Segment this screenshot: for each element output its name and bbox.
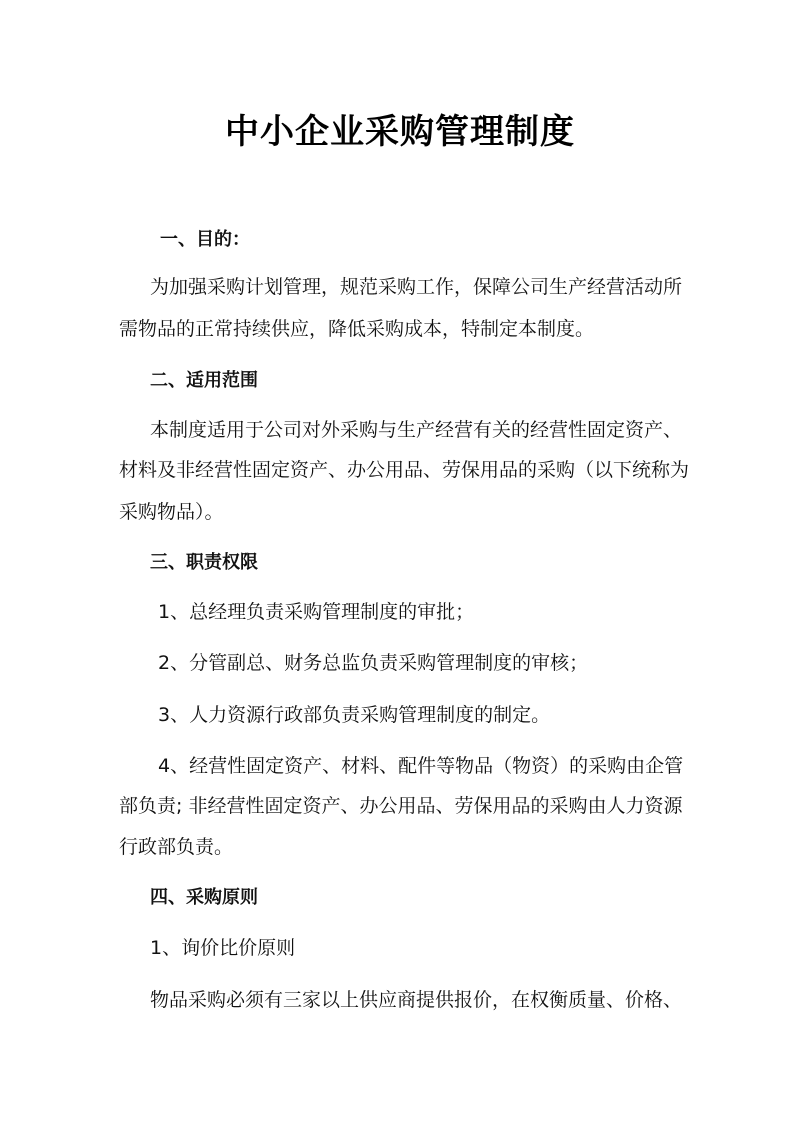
paragraph-line: 本制度适用于公司对外采购与生产经营有关的经营性固定资产、 [150,419,683,441]
paragraph-line: 物品采购必须有三家以上供应商提供报价，在权衡质量、价格、 [150,989,683,1011]
paragraph-line: 需物品的正常持续供应，降低采购成本，特制定本制度。 [119,318,595,340]
list-item: 2、分管副总、财务总监负责采购管理制度的审核； [158,652,589,674]
paragraph-line: 为加强采购计划管理，规范采购工作，保障公司生产经营活动所 [150,276,683,298]
list-item: 4、经营性固定资产、材料、配件等物品（物资）的采购由企管 [158,755,684,777]
section-heading-principles: 四、采购原则 [150,887,258,908]
subheading: 1、询价比价原则 [150,937,296,959]
document-title: 中小企业采购管理制度 [225,112,575,152]
section-heading-purpose: 一、目的： [160,229,250,250]
paragraph-line: 采购物品）。 [119,501,224,523]
section-heading-scope: 二、适用范围 [150,370,258,391]
section-heading-duties: 三、职责权限 [150,552,258,573]
list-item: 3、人力资源行政部负责采购管理制度的制定。 [158,704,551,726]
paragraph-line: 部负责; 非经营性固定资产、办公用品、劳保用品的采购由人力资源 [119,795,683,817]
list-item: 1、总经理负责采购管理制度的审批； [158,601,475,623]
paragraph-line: 行政部负责。 [119,836,234,858]
paragraph-line: 材料及非经营性固定资产、办公用品、劳保用品的采购（以下统称为 [119,459,690,481]
